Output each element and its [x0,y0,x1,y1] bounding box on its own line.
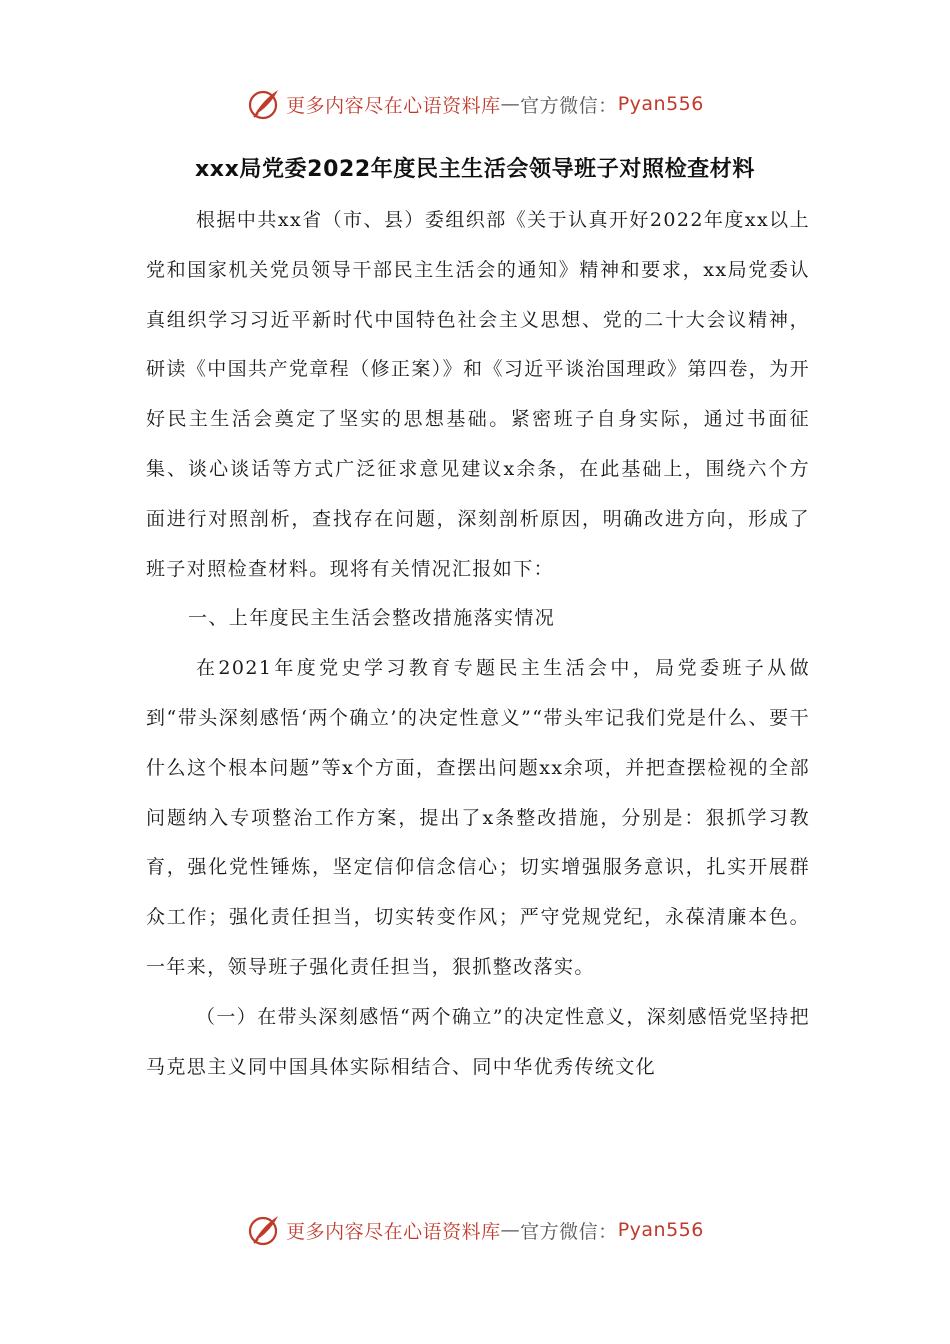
watermark-main-text: 更多内容尽在心语资料库 [286,1220,501,1243]
quill-logo-icon [246,86,282,122]
watermark-wechat-id: Pyan556 [617,93,704,115]
watermark-footer [0,1210,950,1250]
watermark-header [0,84,950,124]
document-title: xxx局党委2022年度民主生活会领导班子对照检查材料 [194,157,755,182]
quill-logo-icon [246,1212,282,1248]
watermark-official-label: 官方微信： [520,1220,618,1243]
watermark-dash: — [500,1219,521,1241]
watermark-dash: — [500,93,521,115]
paragraph-subsection-1: （一）在带头深刻感悟“两个确立”的决定性意义，深刻感悟党坚持把马克思主义同中国具体实际相结合、同中华优秀传统文化 [146,1005,810,1078]
watermark-main-text: 更多内容尽在心语资料库 [286,94,501,117]
section-heading-1: 一、上年度民主生活会整改措施落实情况 [188,607,556,630]
watermark-official-label: 官方微信： [520,94,618,117]
watermark-wechat-id: Pyan556 [617,1219,704,1241]
paragraph-intro: 根据中共xx省（市、县）委组织部《关于认真开好2022年度xx以上党和国家机关党员领导干部民主生活会的通知》精神和要求，xx局党委认真组织学习习近平新时代中国特色社会主义思想、党的二十大会议精神，研读《中国共产党章程（修正案）》和《习近平谈治国理政》第四卷，为开好民主生活会奠定了坚实的思想基础。紧密班子自身实际，通过书面征集、谈心谈话等方式广泛征求意见建议x余条，在此基础上，围绕六个方面进行对照剖析，查找存在问题，深刻剖析原因，明确改进方向，形成了班子对照检查材料。现将有关情况汇报如下： [146,209,810,580]
document-body [146,196,810,1092]
paragraph-section-1: 在2021年度党史学习教育专题民主生活会中，局党委班子从做到“带头深刻感悟‘两个确立’的决定性意义”“带头牢记我们党是什么、要干什么这个根本问题”等x个方面，查摆出问题xx余项，并把查摆检视的全部问题纳入专项整治工作方案，提出了x条整改措施，分别是：狠抓学习教育，强化党性锤炼，坚定信仰信念信心；切实增强服务意识，扎实开展群众工作；强化责任担当，切实转变作风；严守党规党纪，永葆清廉本色。一年来，领导班子强化责任担当，狠抓整改落实。 [146,657,810,978]
